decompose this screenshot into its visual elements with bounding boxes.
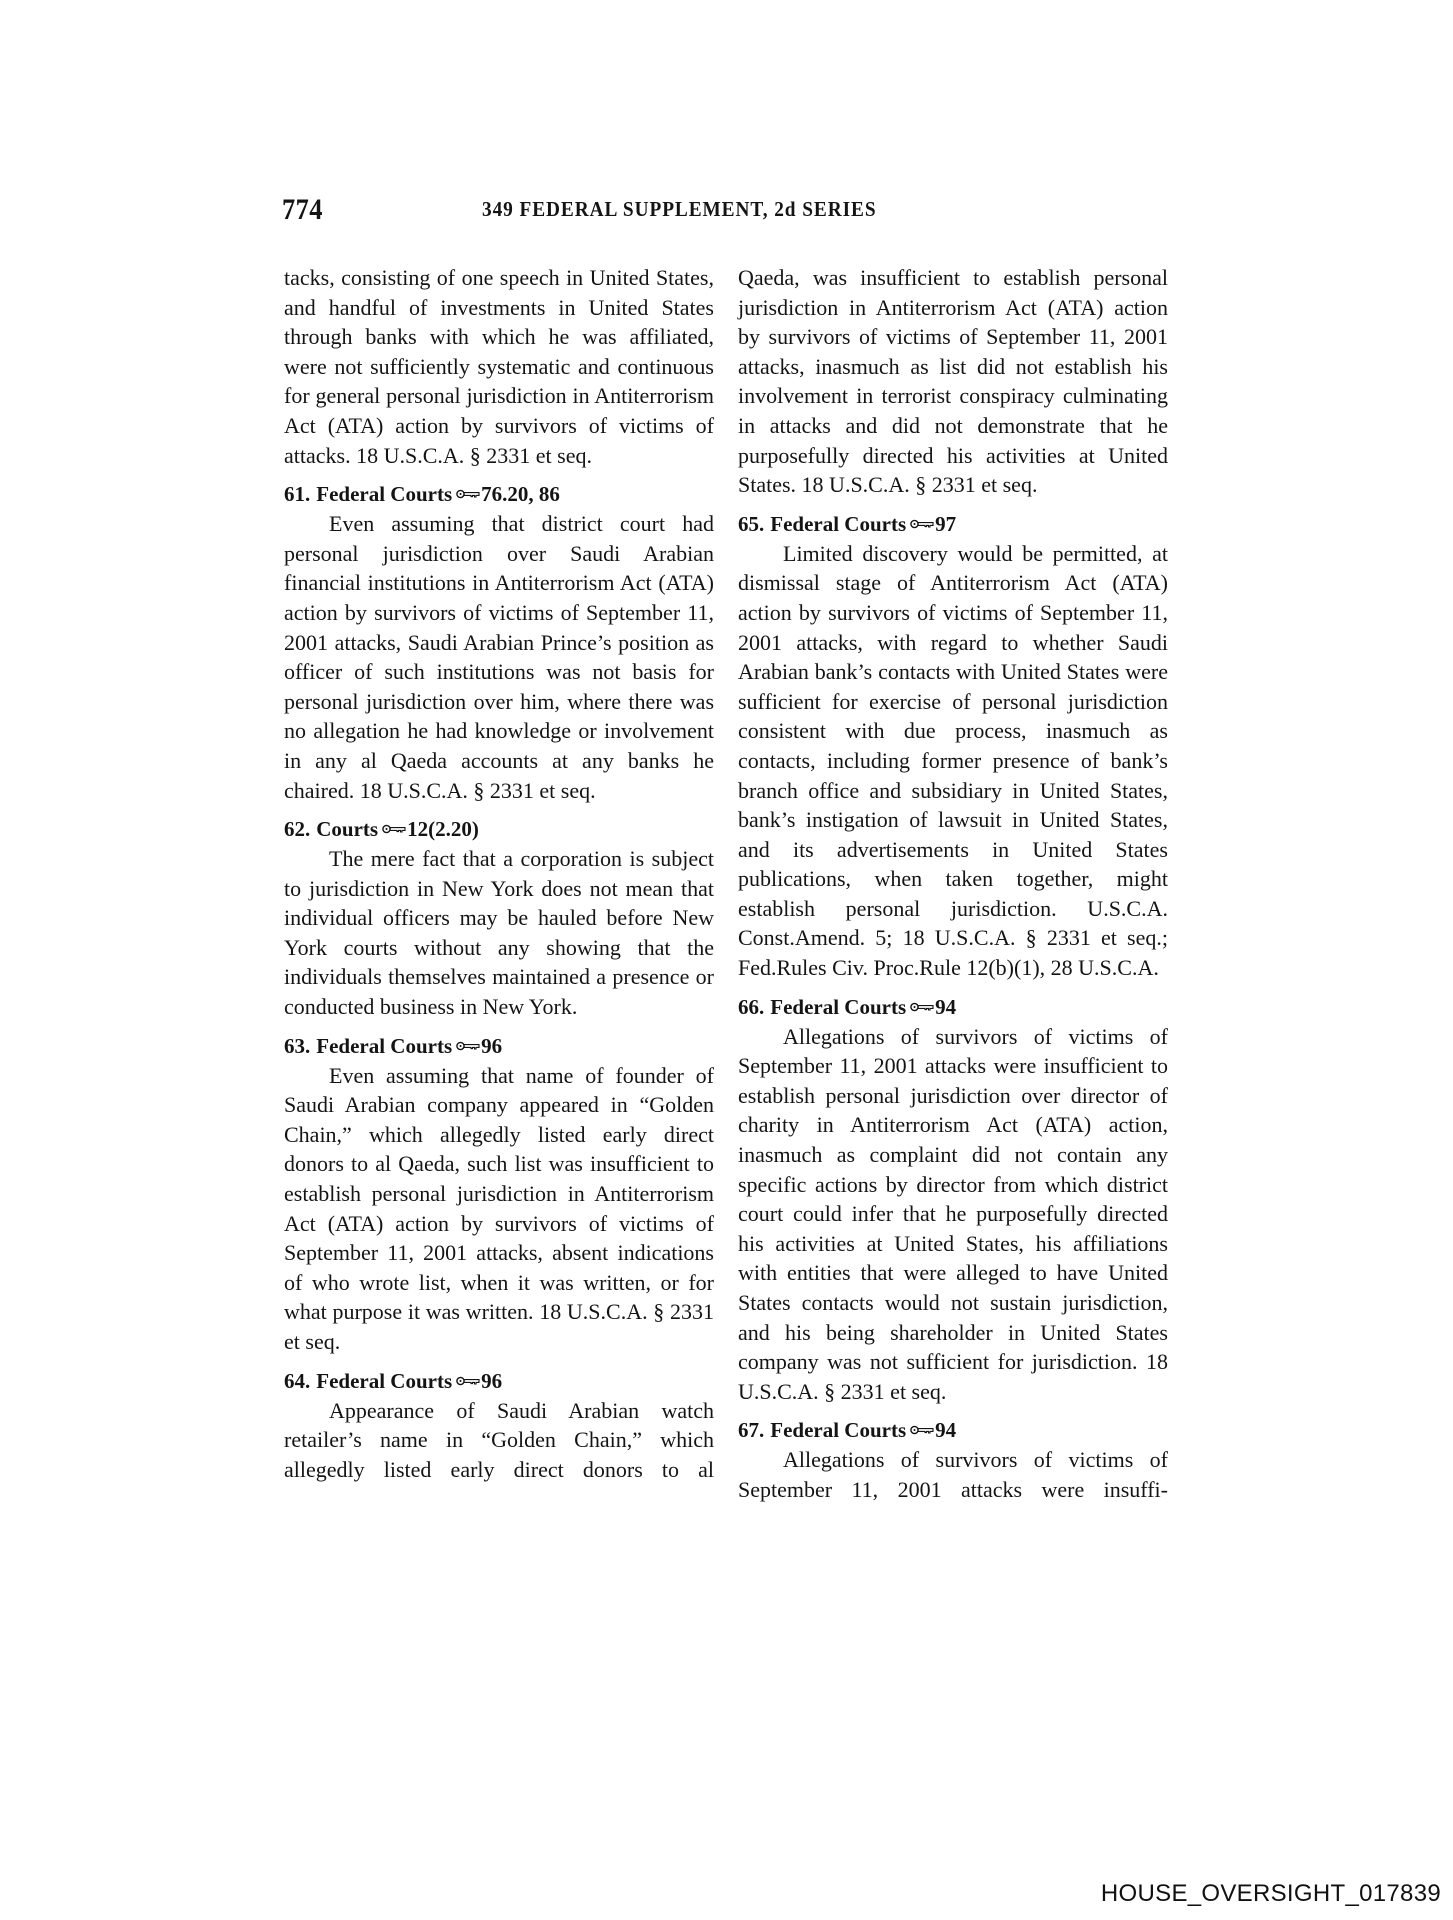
headnote-number: 66. [738,994,765,1019]
headnote-topic: Federal Courts [770,1418,907,1443]
headnote-number: 67. [738,1418,765,1443]
headnote-61 [284,479,714,805]
headnote-topic: Federal Courts [316,482,453,507]
left-column [284,263,714,1484]
key-number: 96 [481,1033,503,1058]
headnote-64 [284,1366,714,1485]
headnote-text: Allegations of survivors of victims of September 11, 2001 attacks were insufficient to establish personal jurisdiction over director of charity in Antiterrorism Act (ATA) action, inasmuch as complaint did not contain any specific actions by director from which district court could infer that he purposefully directed his activities at United States, his affiliations with entities that were alleged to have United States contacts would not sustain jurisdiction, and his being shareholder in United States company was not sufficient for jurisdiction. 18 U.S.C.A. § 2331 et seq. [738,1023,1168,1404]
headnote-title [738,509,1168,539]
headnote-text: Allegations of survivors of victims of September 11, 2001 attacks were insuffi- [738,1447,1168,1502]
headnote-text: Limited discovery would be permitted, at dismissal stage of Antiterrorism Act (ATA) action by survivors of victims of September 11, 2001 attacks, with regard to whether Saudi Arabian bank’s contacts with United States were sufficient for exercise of personal jurisdiction consistent with due process, inasmuch as contacts, including former presence of bank’s branch office and subsidiary in United States, bank’s instigation of lawsuit in United States, and its advertisements in United States publications, when taken together, might establish personal jurisdiction. U.S.C.A. Const.Amend. 5; 18 U.S.C.A. § 2331 et seq.; Fed.Rules Civ. Proc.Rule 12(b)(1), 28 U.S.C.A. [738,540,1168,981]
key-number: 96 [481,1368,503,1393]
headnote-text: Even assuming that name of founder of Saudi Arabian company appeared in “Golden Chain,” which allegedly listed early direct donors to al Qaeda, such list was insufficient to establish personal jurisdiction in Antiterrorism Act (ATA) action by survivors of victims of September 11, 2001 attacks, absent indications of who wrote list, when it was written, or for what purpose it was written. 18 U.S.C.A. § 2331 et seq. [284,1062,714,1354]
headnote-number: 65. [738,511,765,536]
key-number-icon [456,1041,480,1051]
headnote-topic: Federal Courts [770,511,907,536]
headnote-62 [284,814,714,1022]
headnote-topic: Courts [316,817,379,842]
key-number-icon [910,1425,934,1435]
key-number-icon [910,519,934,529]
headnote-title [284,1031,714,1061]
headnote-title [738,992,1168,1022]
headnote-topic: Federal Courts [316,1368,453,1393]
headnote-63 [284,1031,714,1357]
key-number: 76.20, 86 [481,482,560,507]
headnote-66 [738,992,1168,1407]
key-number-icon [382,824,406,834]
headnote-number: 62. [284,817,311,842]
key-number-icon [456,489,480,499]
headnote-text: Even assuming that district court had personal jurisdiction over Saudi Arabian financial institutions in Antiterrorism Act (ATA) action by survivors of victims of September 11, 2001 attacks, Saudi Arabian Prince’s position as officer of such institutions was not basis for personal jurisdiction over him, where there was no allegation he had knowledge or involvement in any al Qaeda accounts at any banks he chaired. 18 U.S.C.A. § 2331 et seq. [284,511,714,803]
right-column [738,263,1168,1505]
headnote-topic: Federal Courts [316,1033,453,1058]
bates-stamp: HOUSE_OVERSIGHT_017839 [1100,1880,1441,1907]
headnote-65 [738,509,1168,983]
headnote-topic: Federal Courts [770,994,907,1019]
page-header [282,193,1168,233]
headnote-title [738,1415,1168,1445]
headnote-text: The mere fact that a corporation is subject to jurisdiction in New York does not mean that individual officers may be hauled before New York courts without any showing that the individuals themselves maintained a presence or conducted business in New York. [284,846,714,1020]
key-number-icon [456,1376,480,1386]
headnote-67 [738,1415,1168,1504]
key-number-icon [910,1002,934,1012]
headnote-number: 61. [284,482,311,507]
running-head: 349 FEDERAL SUPPLEMENT, 2d SERIES [482,197,877,221]
headnote-title [284,479,714,509]
headnote-number: 64. [284,1368,311,1393]
headnote-number: 63. [284,1033,311,1058]
key-number: 94 [935,994,957,1019]
headnote-title [284,1366,714,1396]
key-number: 94 [935,1418,957,1443]
continued-paragraph: tacks, consisting of one speech in United States, and handful of investments in United States through banks with which he was affiliated, were not sufficiently systematic and continuous for general personal jurisdiction in Antiterrorism Act (ATA) action by survivors of victims of attacks. 18 U.S.C.A. § 2331 et seq. [284,265,714,468]
page-number: 774 [282,193,323,226]
key-number: 12(2.20) [407,817,479,842]
continued-paragraph: Qaeda, was insufficient to establish personal jurisdiction in Antiterrorism Act (ATA) action by survivors of victims of September 11, 2001 attacks, inasmuch as list did not establish his involvement in terrorist conspiracy culminating in attacks and did not demonstrate that he purposefully directed his activities at United States. 18 U.S.C.A. § 2331 et seq. [738,265,1168,498]
headnote-text: Appearance of Saudi Arabian watch retailer’s name in “Golden Chain,” which allegedly listed early direct donors to al [284,1397,714,1482]
headnote-title [284,814,714,844]
key-number: 97 [935,511,957,536]
